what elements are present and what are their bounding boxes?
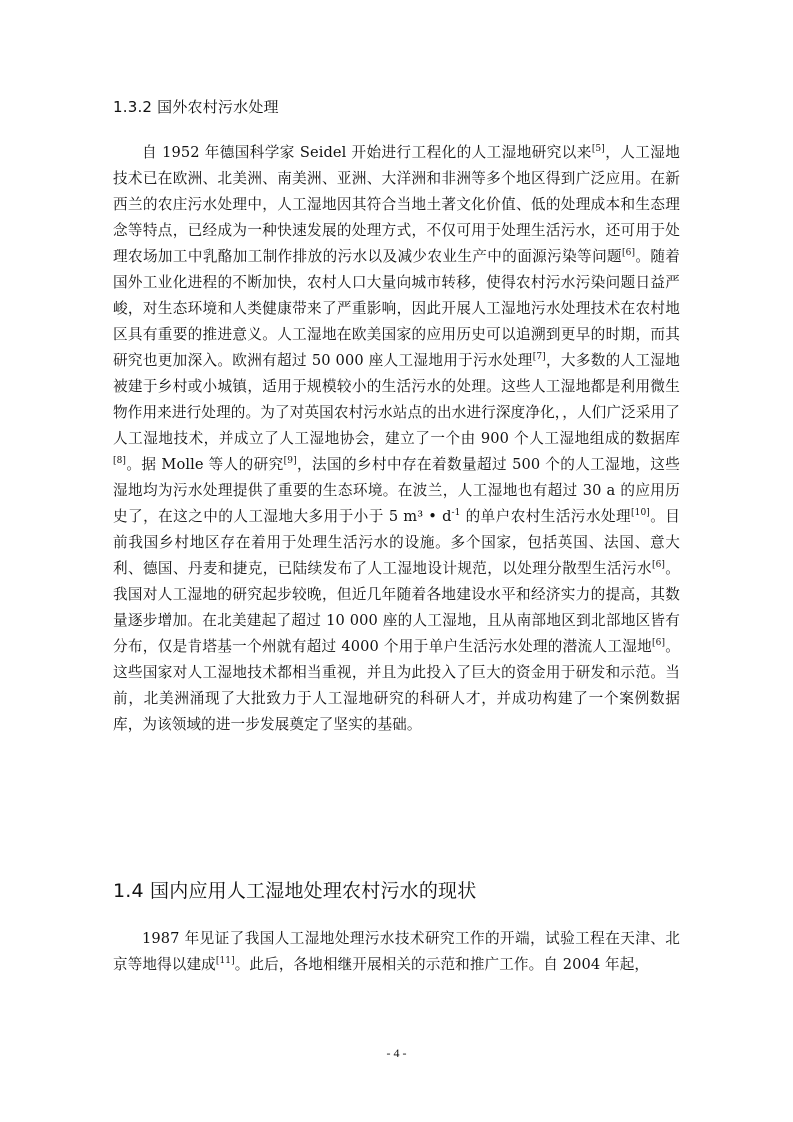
section-1-4-paragraph (113, 926, 680, 978)
text-run: 的单户农村生活污水处理 (460, 508, 632, 525)
text-run: 。我国对人工湿地的研究起步较晚，但近几年随着各地建设水平和经济实力的提高，其数量逐步增加。在北美建起了超过 10 000 座的人工湿地，且从南部地区到北部地区皆有分布，仅是肯塔基一个州就有超过 4000 个用于单户生活污水处理的潜流人工湿地 (113, 560, 680, 655)
citation-marker: [9] (283, 456, 297, 466)
text-run: 。目前我国乡村地区存在着用于处理生活污水的设施。多个国家，包括英国、法国、意大利、德国、丹麦和捷克，已陆续发布了人工湿地设计规范，以处理分散型生活污水 (113, 508, 681, 577)
citation-marker: [6] (652, 638, 666, 648)
citation-marker: [5] (591, 144, 605, 154)
text-run: 。这些国家对人工湿地技术都相当重视，并且为此投入了巨大的资金用于研发和示范。当前，北美洲涌现了大批致力于人工湿地研究的科研人才，并成功构建了一个案例数据库，为该领域的进一步发展奠定了坚实的基础。 (113, 638, 680, 733)
section-heading-1-4: 1.4 国内应用人工湿地处理农村污水的现状 (113, 880, 477, 902)
text-run: 。此后，各地相继开展相关的示范和推广工作。自 2004 年起， (234, 956, 650, 973)
text-run: 。随着国外工业化进程的不断加快，农村人口大量向城市转移，使得农村污水污染问题日益严峻，对生态环境和人类健康带来了严重影响，因此开展人工湿地污水处理技术在农村地区具有重要的推进意义。人工湿地在欧美国家的应用历史可以追溯到更早的时期，而其研究也更加深入。欧洲有超过 50 000 座人工湿地用于污水处理 (113, 248, 680, 369)
citation-marker: [8] (113, 456, 127, 466)
text-run: ，大多数的人工湿地被建于乡村或小城镇，适用于规模较小的生活污水的处理。这些人工湿地都是利用微生物作用来进行处理的。为了对英国农村污水站点的出水进行深度净化，，人们广泛采用了人工湿地技术，并成立了人工湿地协会，建立了一个由 900 个人工湿地组成的数据库 (113, 352, 680, 447)
citation-marker: [7] (532, 352, 546, 362)
citation-marker: [11] (215, 956, 235, 966)
text-run: 。据 Molle 等人的研究 (126, 456, 284, 473)
section-heading-1-3-2: 1.3.2 国外农村污水处理 (113, 98, 279, 116)
text-run: ，人工湿地技术已在欧洲、北美洲、南美洲、亚洲、大洋洲和非洲等多个地区得到广泛应用。在新西兰的农庄污水处理中，人工湿地因其符合当地土著文化价值、低的处理成本和生态理念等特点，已经成为一种快速发展的处理方式，不仅可用于处理生活污水，还可用于处理农场加工中乳酪加工制作排放的污水以及减少农业生产中的面源污染等问题 (113, 144, 680, 265)
section-1-3-2-paragraph (113, 140, 680, 738)
page-number: - 4 - (386, 1046, 407, 1060)
citation-marker: [6] (622, 248, 636, 258)
citation-marker: -1 (451, 508, 461, 518)
citation-marker: [10] (631, 508, 650, 518)
text-run: 1987 年见证了我国人工湿地处理污水技术研究工作的开端，试验工程在天津、北京等地得以建成 (113, 930, 680, 973)
text-run: 自 1952 年德国科学家 Seidel 开始进行工程化的人工湿地研究以来 (142, 144, 592, 161)
text-run: ，法国的乡村中存在着数量超过 500 个的人工湿地，这些湿地均为污水处理提供了重要的生态环境。在波兰，人工湿地也有超过 30 a 的应用历史了，在这之中的人工湿地大多用于小于 5 m³ • d (113, 456, 680, 525)
citation-marker: [6] (651, 560, 666, 570)
